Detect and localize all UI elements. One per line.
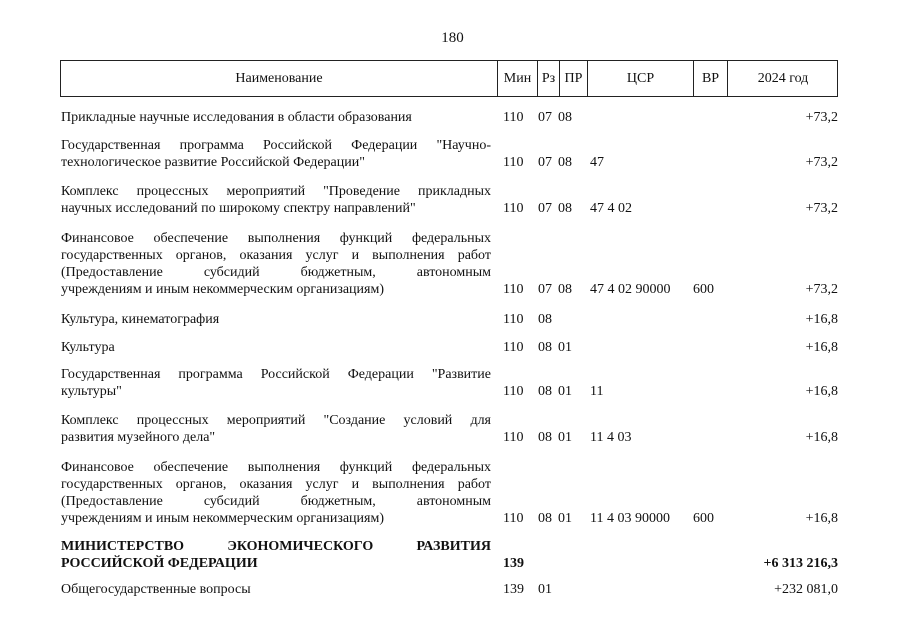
- row-amount: +73,2: [805, 155, 838, 170]
- row-name-line: Комплекс процессных мероприятий "Проведение прикладных: [61, 184, 491, 199]
- row-pr: 08: [558, 201, 572, 216]
- table-header: [60, 60, 838, 97]
- row-csr: 47: [590, 155, 604, 170]
- row-rz: 08: [538, 340, 552, 355]
- header-vr: ВР: [693, 61, 727, 96]
- row-name-line: МИНИСТЕРСТВО ЭКОНОМИЧЕСКОГО РАЗВИТИЯ: [61, 539, 491, 554]
- row-name-line: государственных органов, оказания услуг и выполнения работ: [61, 248, 491, 263]
- row-name-line: Культура, кинематография: [61, 312, 220, 327]
- row-min: 110: [503, 384, 524, 399]
- row-amount: +16,8: [805, 430, 838, 445]
- row-min: 110: [503, 430, 524, 445]
- row-min: 110: [503, 110, 524, 125]
- row-vr: 600: [693, 282, 714, 297]
- row-name-line: развития музейного дела": [61, 430, 216, 445]
- row-amount: +73,2: [805, 282, 838, 297]
- row-amount: +73,2: [805, 110, 838, 125]
- row-min: 110: [503, 340, 524, 355]
- row-name-line: Финансовое обеспечение выполнения функций федеральных: [61, 460, 491, 475]
- row-name-line: научных исследований по широкому спектру направлений": [61, 201, 416, 216]
- row-min: 110: [503, 312, 524, 327]
- row-name-line: Культура: [61, 340, 115, 355]
- row-amount: +16,8: [805, 312, 838, 327]
- header-csr: ЦСР: [587, 61, 693, 96]
- row-name-line: Финансовое обеспечение выполнения функций федеральных: [61, 231, 491, 246]
- row-name-line: культуры": [61, 384, 122, 399]
- row-rz: 07: [538, 282, 552, 297]
- row-min: 110: [503, 201, 524, 216]
- row-name-line: технологическое развитие Российской Федерации": [61, 155, 365, 170]
- row-name-line: учреждениям и иным некоммерческим организациям): [61, 282, 385, 297]
- row-vr: 600: [693, 511, 714, 526]
- row-csr: 11 4 03: [590, 430, 632, 445]
- row-amount: +232 081,0: [774, 582, 838, 597]
- row-rz: 08: [538, 384, 552, 399]
- row-name-line: государственных органов, оказания услуг и выполнения работ: [61, 477, 491, 492]
- row-rz: 07: [538, 110, 552, 125]
- row-pr: 08: [558, 155, 572, 170]
- header-pr: ПР: [559, 61, 587, 96]
- header-min: Мин: [497, 61, 537, 96]
- row-name-line: Государственная программа Российской Федерации "Научно-: [61, 138, 491, 153]
- row-name-line: Прикладные научные исследования в области образования: [61, 110, 412, 125]
- row-amount: +6 313 216,3: [763, 556, 838, 571]
- row-pr: 01: [558, 511, 572, 526]
- header-year: 2024 год: [727, 61, 838, 96]
- row-amount: +16,8: [805, 511, 838, 526]
- row-csr: 47 4 02: [590, 201, 632, 216]
- row-pr: 01: [558, 340, 572, 355]
- row-pr: 01: [558, 384, 572, 399]
- row-min: 139: [503, 556, 524, 571]
- row-rz: 07: [538, 201, 552, 216]
- page-number: 180: [441, 30, 464, 46]
- row-csr: 47 4 02 90000: [590, 282, 671, 297]
- row-pr: 08: [558, 110, 572, 125]
- row-rz: 08: [538, 312, 552, 327]
- row-amount: +16,8: [805, 384, 838, 399]
- row-amount: +16,8: [805, 340, 838, 355]
- row-pr: 08: [558, 282, 572, 297]
- row-min: 110: [503, 511, 524, 526]
- row-amount: +73,2: [805, 201, 838, 216]
- row-name-line: учреждениям и иным некоммерческим организациям): [61, 511, 385, 526]
- row-min: 110: [503, 282, 524, 297]
- row-csr: 11 4 03 90000: [590, 511, 670, 526]
- row-rz: 08: [538, 511, 552, 526]
- row-min: 139: [503, 582, 524, 597]
- row-min: 110: [503, 155, 524, 170]
- row-rz: 01: [538, 582, 552, 597]
- row-csr: 11: [590, 384, 604, 399]
- row-rz: 08: [538, 430, 552, 445]
- row-pr: 01: [558, 430, 572, 445]
- row-name-line: Общегосударственные вопросы: [61, 582, 251, 597]
- row-name-line: (Предоставление субсидий бюджетным, автономным: [61, 265, 491, 280]
- row-name-line: РОССИЙСКОЙ ФЕДЕРАЦИИ: [61, 556, 258, 571]
- header-rz: Рз: [537, 61, 559, 96]
- header-name: Наименование: [235, 71, 323, 86]
- row-name-line: Государственная программа Российской Федерации "Развитие: [61, 367, 491, 382]
- row-name-line: Комплекс процессных мероприятий "Создание условий для: [61, 413, 491, 428]
- row-name-line: (Предоставление субсидий бюджетным, автономным: [61, 494, 491, 509]
- row-rz: 07: [538, 155, 552, 170]
